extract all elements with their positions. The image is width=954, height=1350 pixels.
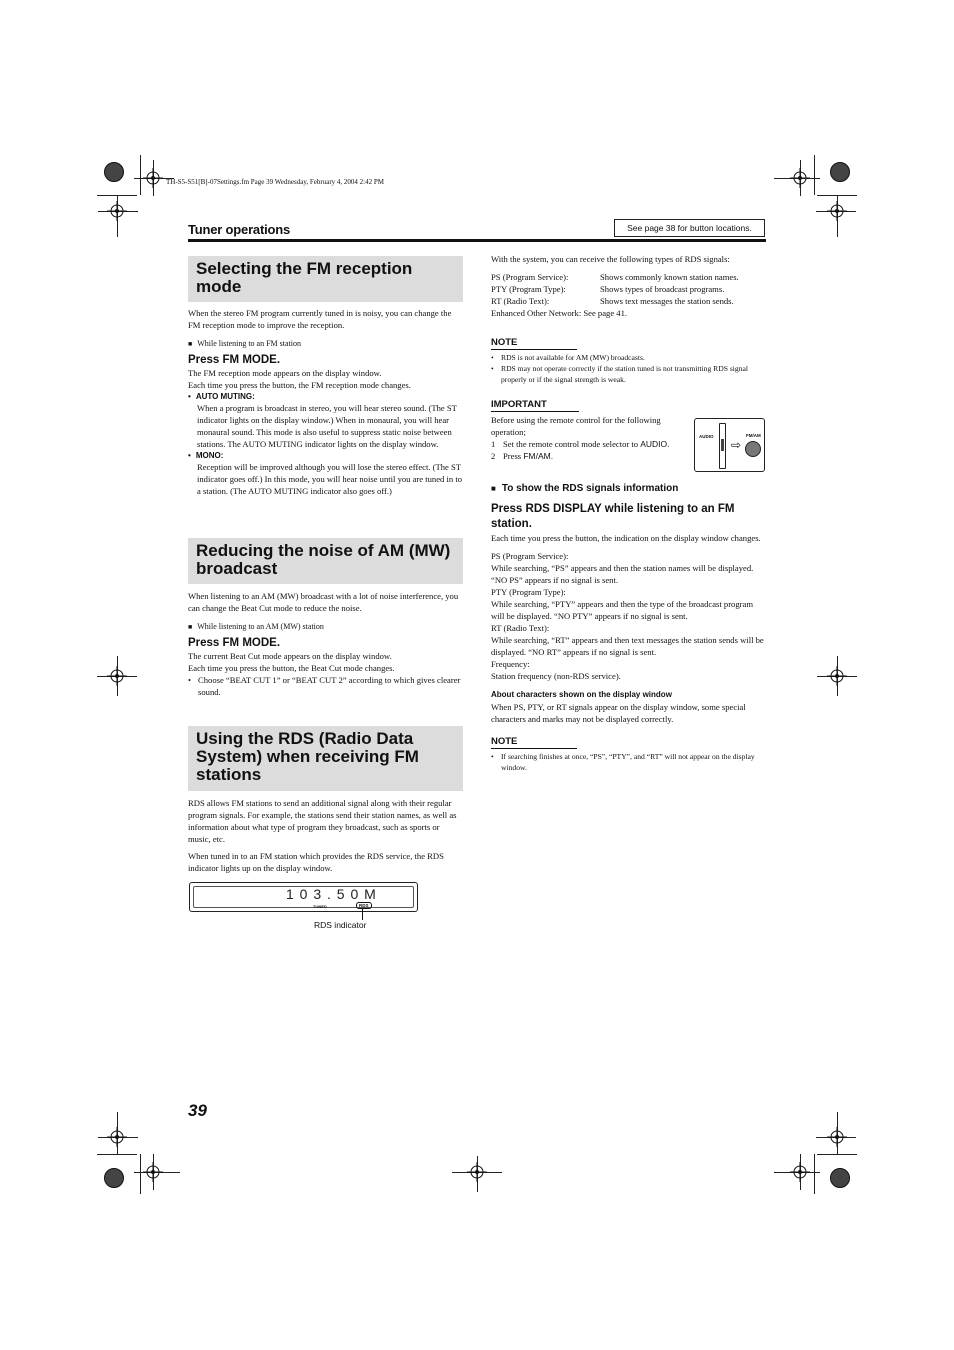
mode-text: While searching, “PTY” appears and then the type of the broadcast program will be displayed. “NO PTY” appears if no signal is sent. (491, 599, 754, 621)
body-text: RDS allows FM stations to send an additional signal along with their regular program signals. For example, the stations send their station names, as well as information about what type of program they broadcast, such as sports or music, etc. (188, 798, 457, 844)
registration-disc (104, 162, 124, 182)
body-text: When tuned in to an FM station which provides the RDS service, the RDS indicator lights up on the display window. (188, 851, 444, 873)
remote-illustration (694, 418, 765, 472)
rds-section (188, 797, 463, 874)
subsection-heading: ■ To show the RDS signals information (491, 483, 679, 494)
about-heading: About characters shown on the display window (491, 690, 672, 699)
important-text: Before using the remote control for the following operation; (491, 415, 661, 437)
condition-text: ■ While listening to an AM (MW) station (188, 621, 463, 633)
see-page-box: See page 38 for button locations. (614, 219, 765, 237)
registration-mark-icon (107, 666, 127, 686)
display-window (189, 882, 418, 912)
press-instruction: Press FM MODE. (188, 637, 281, 649)
eon-text: Enhanced Other Network: See page 41. (491, 308, 628, 318)
important-heading: IMPORTANT (491, 399, 579, 412)
type-row: PTY (Program Type): Shows types of broadcast programs. (491, 284, 725, 294)
intro-text: With the system, you can receive the following types of RDS signals: (491, 254, 730, 264)
page-number: 39 (188, 1101, 207, 1120)
step-item: 2 Press FM/AM. (491, 451, 554, 461)
tuned-indicator: TUNED (313, 904, 327, 909)
registration-mark-icon (827, 1127, 847, 1147)
am-noise-section (188, 590, 463, 698)
arrow-icon: ⇨ (731, 438, 742, 452)
registration-mark-icon (790, 168, 810, 188)
mode-text: While searching, “RT” appears and then text messages the station sends will be displayed. “NO RT” appears if no signal is sent. (491, 635, 764, 657)
registration-disc (104, 1168, 124, 1188)
body-text: The FM reception mode appears on the display window. (188, 368, 382, 378)
mode-title: PTY (Program Type): (491, 587, 566, 597)
caption-leader-line (362, 908, 363, 920)
mode-title: RT (Radio Text): (491, 623, 550, 633)
intro-text: When the stereo FM program currently tuned in is noisy, you can change the FM reception mode to improve the reception. (188, 308, 452, 330)
press-instruction: Press FM MODE. (188, 354, 281, 366)
registration-disc (830, 1168, 850, 1188)
section-label: Tuner operations (188, 222, 291, 237)
intro-text: When listening to an AM (MW) broadcast with a lot of noise interference, you can change the Beat Cut mode to reduce the noise. (188, 591, 459, 613)
option-title: • AUTO MUTING: (188, 391, 463, 402)
fmam-button-icon (745, 441, 761, 457)
note-heading: NOTE (491, 337, 577, 350)
registration-mark-icon (467, 1162, 487, 1182)
display-caption: RDS indicator (314, 920, 367, 930)
heading-fm-reception: Selecting the FM reception mode (188, 256, 463, 302)
body-text: Each time you press the button, the Beat Cut mode changes. (188, 663, 395, 673)
note-item: • RDS is not available for AM (MW) broadcasts. (491, 353, 645, 362)
fm-mode-section (188, 307, 463, 497)
mode-text: Station frequency (non-RDS service). (491, 671, 621, 681)
mode-title: Frequency: (491, 659, 530, 669)
option-text: When a program is broadcast in stereo, you will hear stereo sound. (The ST indicator lights on the display window.) When in monaural, you will hear monaural sound. This mode is also useful to suppress static noise between stations. The AUTO MUTING indicator lights on the display window. (197, 403, 457, 449)
list-item: • Choose “BEAT CUT 1” or “BEAT CUT 2” according to which gives clearer sound. (188, 675, 461, 697)
selector-knob (721, 439, 724, 451)
registration-mark-icon (827, 666, 847, 686)
note-heading: NOTE (491, 736, 577, 749)
press-instruction: Press RDS DISPLAY while listening to an FM station. (491, 503, 735, 530)
type-row: RT (Radio Text): Shows text messages the station sends. (491, 296, 734, 306)
body-text: The current Beat Cut mode appears on the display window. (188, 651, 392, 661)
mode-title: PS (Program Service): (491, 551, 569, 561)
intro-text: Each time you press the button, the indication on the display window changes. (491, 533, 761, 543)
display-frequency: 1 0 3 . 5 0 M (286, 886, 377, 902)
fmam-label: FM/AM (746, 433, 761, 438)
registration-mark-icon (107, 201, 127, 221)
step-item: 1 Set the remote control mode selector to AUDIO. (491, 439, 670, 449)
registration-mark-icon (107, 1127, 127, 1147)
heading-rds: Using the RDS (Radio Data System) when receiving FM stations (188, 726, 463, 791)
about-text: When PS, PTY, or RT signals appear on the display window, some special characters and marks may not be displayed correctly. (491, 702, 746, 724)
registration-disc (830, 162, 850, 182)
option-text: Reception will be improved although you will lose the stereo effect. (The ST indicator goes off.) In this mode, you will hear noise until you are tuned in to a station. (The AUTO MUTING indicator also goes off.) (197, 462, 463, 496)
registration-mark-icon (143, 168, 163, 188)
file-info: TH-S5-S51[B]-07Settings.fm Page 39 Wednesday, February 4, 2004 2:42 PM (166, 178, 384, 186)
heading-am-noise: Reducing the noise of AM (MW) broadcast (188, 538, 463, 584)
type-row: PS (Program Service): Shows commonly known station names. (491, 272, 739, 282)
condition-text: ■ While listening to an FM station (188, 338, 463, 350)
note-item: • If searching finishes at once, “PS”, “PTY”, and “RT” will not appear on the display window. (491, 752, 755, 772)
audio-label: AUDIO (699, 434, 714, 439)
mode-text: While searching, “PS” appears and then the station names will be displayed. “NO PS” appears if no signal is sent. (491, 563, 754, 585)
option-title: • MONO: (188, 450, 463, 461)
body-text: Each time you press the button, the FM reception mode changes. (188, 380, 411, 390)
rds-display-section (491, 482, 767, 773)
rds-indicator: RDS (356, 902, 372, 909)
registration-mark-icon (790, 1162, 810, 1182)
registration-mark-icon (827, 201, 847, 221)
note-item: • RDS may not operate correctly if the station tuned is not transmitting RDS signal properly or if the signal strength is weak. (491, 364, 748, 384)
header-rule (188, 239, 766, 242)
registration-mark-icon (143, 1162, 163, 1182)
